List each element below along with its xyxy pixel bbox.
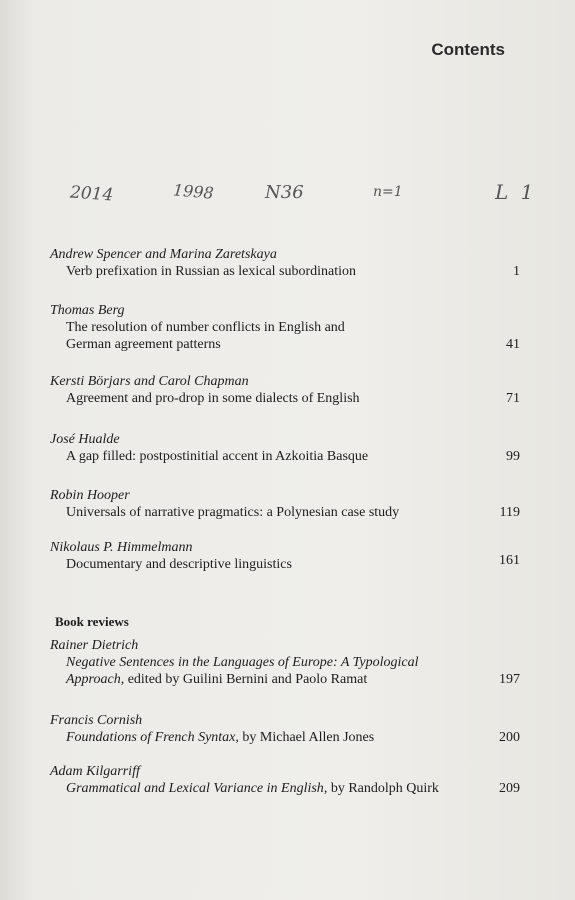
review-entry <box>50 763 520 797</box>
toc-entry <box>50 373 520 407</box>
handwritten-note: 1998 <box>172 180 215 203</box>
review-page: 200 <box>499 730 520 745</box>
toc-entry <box>50 246 520 280</box>
entry-title <box>50 553 520 573</box>
review-author: Francis Cornish <box>50 713 143 728</box>
entry-page: 161 <box>499 553 520 568</box>
review-book-credit: , by Michael Allen Jones <box>235 730 375 745</box>
section-heading-book-reviews: Book reviews <box>55 614 129 629</box>
entry-title-text: A gap filled: postpostinitial accent in Azkoitia Basque <box>66 449 369 464</box>
entry-author: Nikolaus P. Himmelmann <box>50 540 193 555</box>
toc-entry <box>50 487 520 521</box>
entry-author: Andrew Spencer and Marina Zaretskaya <box>50 247 277 262</box>
entry-title-text: Universals of narrative pragmatics: a Polynesian case study <box>66 505 400 520</box>
page-title: Contents <box>431 40 505 59</box>
review-entry <box>50 637 520 688</box>
entry-title <box>50 390 520 407</box>
review-book-credit: , by Randolph Quirk <box>323 781 439 796</box>
handwritten-note: n=1 <box>373 184 403 200</box>
entry-title <box>50 504 520 521</box>
review-author: Adam Kilgarriff <box>50 764 140 779</box>
review-entry <box>50 712 520 746</box>
handwritten-note: L 1 <box>495 180 537 204</box>
review-title <box>50 654 520 688</box>
review-book-title: Negative Sentences in the Languages of Europe: A Typological Approach <box>66 655 419 687</box>
review-book-credit: , edited by Guilini Bernini and Paolo Ramat <box>120 672 368 687</box>
toc-entry <box>50 539 520 573</box>
review-book-title: Grammatical and Lexical Variance in English <box>66 781 324 796</box>
entry-page: 1 <box>513 264 520 279</box>
review-title <box>50 729 520 746</box>
review-title <box>50 780 520 797</box>
entry-page: 71 <box>506 391 520 406</box>
entry-page: 41 <box>506 337 520 352</box>
review-page: 197 <box>499 672 520 687</box>
entry-author: Thomas Berg <box>50 303 125 318</box>
entry-author: José Hualde <box>50 432 120 447</box>
entry-title-text: Verb prefixation in Russian as lexical subordination <box>66 264 357 279</box>
review-author: Rainer Dietrich <box>50 638 139 653</box>
entry-author: Robin Hooper <box>50 488 130 503</box>
entry-page: 99 <box>506 449 520 464</box>
entry-title <box>50 263 520 280</box>
handwritten-note: N36 <box>265 182 304 203</box>
entry-title-text: Documentary and descriptive linguistics <box>66 557 292 572</box>
review-page: 209 <box>499 781 520 796</box>
handwritten-annotations <box>55 180 555 210</box>
entry-title-text: Agreement and pro-drop in some dialects of English <box>66 391 360 406</box>
entry-title-text: The resolution of number conflicts in English and German agreement patterns <box>66 320 345 352</box>
entry-title <box>50 319 520 353</box>
entry-page: 119 <box>499 505 520 520</box>
review-book-title: Foundations of French Syntax <box>66 730 236 745</box>
entry-author: Kersti Börjars and Carol Chapman <box>50 374 249 389</box>
toc-entry <box>50 302 520 353</box>
toc-entry <box>50 431 520 465</box>
entry-title <box>50 448 520 465</box>
handwritten-note: 2014 <box>69 182 114 206</box>
